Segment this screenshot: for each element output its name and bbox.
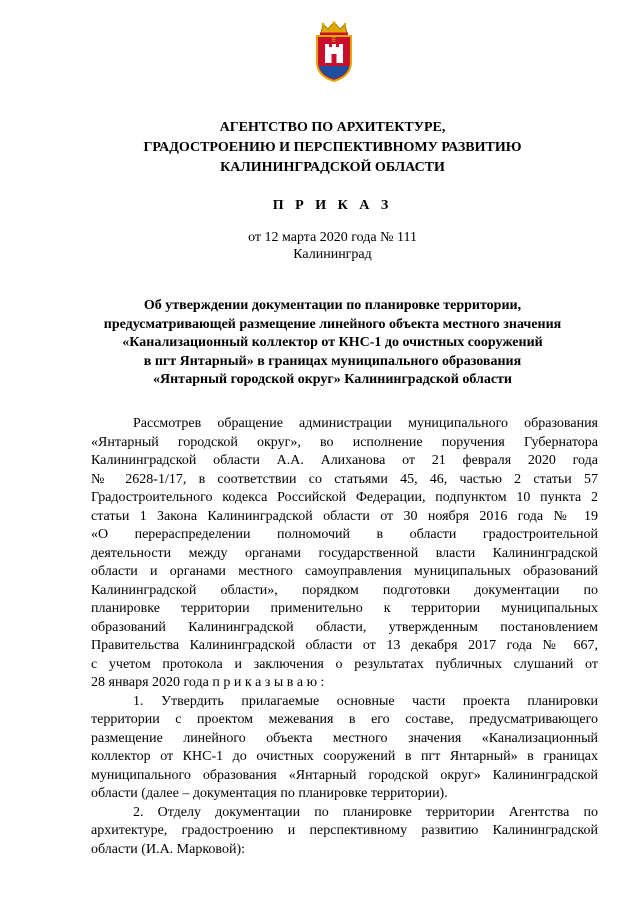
subject-line: в пгт Янтарный» в границах муниципального образования — [143, 353, 522, 369]
subject-line: «Янтарный городской округ» Калининградской области — [153, 372, 512, 387]
coat-of-arms-icon — [314, 20, 354, 82]
body-line: 28 января 2020 года п р и к а з ы в а ю : — [91, 675, 325, 690]
body-line: статьи 1 Закона Калининградской области от 30 ноября 2016 года № 19 — [91, 508, 598, 524]
document-type-title: П Р И К А З — [272, 198, 393, 213]
body-line: «О перераспределении полномочий в области градостроительной — [91, 527, 598, 542]
svg-text:E: E — [331, 36, 337, 44]
agency-line-1: АГЕНТСТВО ПО АРХИТЕКТУРЕ, — [219, 120, 446, 135]
body-line: области (И.А. Марковой): — [91, 841, 245, 857]
body-line: «Янтарный городской округ», во исполнение поручения Губернатора — [91, 434, 598, 450]
body-line: № 2628-1/17, в соответствии со статьями 45, 46, частью 2 статьи 57 — [91, 471, 598, 487]
body-line: 1. Утвердить прилагаемые основные части проекта планировки — [133, 693, 598, 709]
subject-line: предусматривающей размещение линейного объекта местного значения — [103, 316, 562, 332]
subject-line: Об утверждении документации по планировке территории, — [143, 298, 522, 313]
body-line: образований Калининградской области, утвержденным постановлением — [91, 619, 598, 635]
body-line: Калининградской области», порядком подготовки документации по — [91, 582, 598, 598]
body-line: архитектуре, градостроению и перспективному развитию Калининградской — [91, 823, 598, 838]
body-line: коллектор от КНС-1 до очистных сооружений в пгт Янтарный» в границах — [91, 749, 598, 764]
order-subject — [70, 297, 595, 390]
body-line: планировке территории применительно к территории муниципальных — [91, 601, 598, 616]
body-line: области (далее – документация по планировке территории). — [91, 786, 448, 801]
body-line: муниципального образования «Янтарный городской округ» Калининградской — [91, 767, 598, 783]
body-line: Рассмотрев обращение администрации муниципального образования — [133, 416, 598, 431]
order-body-text — [91, 415, 598, 859]
agency-name-block — [60, 118, 605, 178]
agency-line-3: КАЛИНИНГРАДСКОЙ ОБЛАСТИ — [220, 160, 445, 175]
subject-line: «Канализационный коллектор от КНС-1 до очистных сооружений — [122, 335, 543, 350]
body-line: 2. Отделу документации по планировке территории Агентства по — [133, 804, 598, 820]
body-line: территории с проектом межевания в его составе, предусматривающего — [91, 712, 598, 727]
body-line: с учетом протокола и заключения о результатах публичных слушаний от — [91, 656, 598, 672]
body-line: Калининградской области А.А. Алиханова от 21 февраля 2020 года — [91, 453, 598, 468]
body-line: размещение линейного объекта местного значения «Канализационный — [91, 730, 598, 746]
body-line: Градостроительного кодекса Российской Федерации, подпунктом 10 пункта 2 — [91, 490, 598, 505]
order-city: Калининград — [293, 247, 372, 262]
body-line: Правительства Калининградской области от 13 декабря 2017 года № 667, — [91, 638, 598, 653]
order-date-number: от 12 марта 2020 года № 111 — [248, 230, 417, 245]
body-line: области и органами местного самоуправления муниципальных образований — [91, 564, 598, 579]
agency-line-2: ГРАДОСТРОЕНИЮ И ПЕРСПЕКТИВНОМУ РАЗВИТИЮ — [143, 140, 522, 155]
body-line: деятельности между органами государственной власти Калининградской — [91, 545, 598, 561]
